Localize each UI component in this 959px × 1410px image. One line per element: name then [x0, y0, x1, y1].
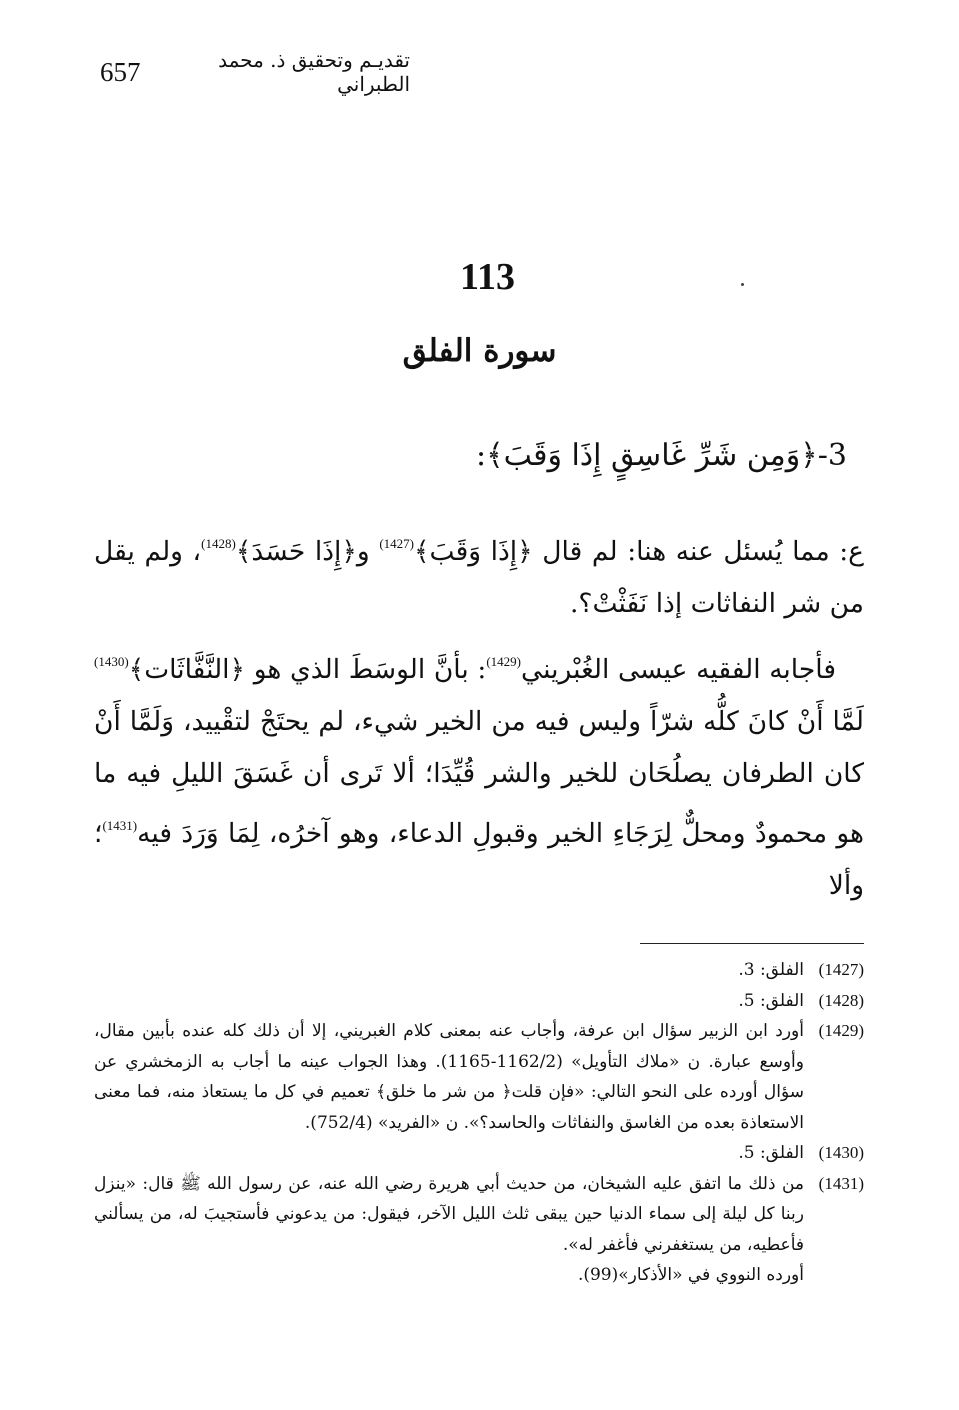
running-header	[100, 48, 410, 96]
footnote-number: (1427)	[818, 960, 864, 979]
footnote-body	[94, 955, 804, 986]
footnote-body	[94, 1138, 804, 1169]
paragraph-text: : بأنَّ الوسَطَ الذي هو ﴿النَّفَّاثَات﴾	[128, 654, 487, 685]
footnote-text: أورده النووي في «الأذكار»(99).	[577, 1265, 804, 1285]
footnote-text: الفلق: 5.	[738, 1143, 804, 1163]
paragraph-text: ع: مما يُسئل عنه هنا: لم قال ﴿إِذَا وَقَبَ﴾	[414, 536, 864, 567]
footnote-ref[interactable]: (1427)	[379, 536, 415, 551]
footnote-body	[94, 986, 804, 1017]
footnote-1428	[94, 986, 864, 1017]
footnote-1429	[94, 1016, 864, 1138]
paragraph-text: ؛ وألا	[94, 818, 864, 901]
footnote-text: الفلق: 5.	[738, 990, 804, 1011]
footnote-number: (1431)	[818, 1173, 864, 1193]
paragraph-text: ، ولم يقل من شر النفاثات إذا نَفَثْتْ؟.	[94, 536, 864, 619]
running-header-title: تقديـم وتحقيق ذ. محمد الطبراني	[218, 48, 410, 96]
page-number: 657	[100, 56, 141, 87]
footnote-number: (1429)	[818, 1021, 864, 1040]
paragraph-1	[94, 518, 864, 630]
footnote-text: من ذلك ما اتفق عليه الشيخان، من حديث أبي هريرة رضي الله عنه، عن رسول الله ﷺ قال: «ينزل ربنا كل ليلة إلى سماء الدنيا حين يبقى ثلث الليل الآخر، فيقول: من يدعوني فأستجيبَ له، من يسألني فأعطيه، من يستغفرني فأغفر له».	[94, 1173, 804, 1255]
surah-title: سورة الفلق	[402, 333, 557, 369]
footnote-ref[interactable]: (1431)	[102, 818, 138, 833]
footnote-1431	[94, 1169, 864, 1291]
footnote-text: الفلق: 3.	[738, 960, 804, 980]
footnote-number: (1428)	[818, 990, 864, 1010]
surah-number: 113	[460, 256, 515, 298]
paragraph-text: فأجابه الفقيه عيسى الغُبْريني	[521, 654, 836, 685]
verse-heading: 3-﴿وَمِن شَرِّ غَاسِقٍ إِذَا وَقَبَ﴾:	[475, 438, 847, 473]
footnote-1430	[94, 1138, 864, 1169]
footnotes	[94, 955, 864, 1291]
footnote-ref[interactable]: (1429)	[486, 654, 522, 669]
footnote-ref[interactable]: (1428)	[201, 536, 236, 551]
footnote-number: (1430)	[818, 1143, 864, 1162]
footnote-body	[94, 1016, 804, 1138]
paragraph-text: لَمَّا أَنْ كانَ كلُّه شرّاً وليس فيه من الخير شيء، لم يحتَجْ لتقْييد، وَلَمَّا أَنْ كان الطرفان يصلُحَان للخير والشر قُيِّدَا؛ ألا تَرى أن غَسَقَ الليلِ فيه ما هو محمودٌ ومحلٌّ لِرَجَاءِ الخير وقبولِ الدعاء، وهو آخرُه، لِمَا وَرَدَ فيه	[94, 706, 864, 849]
footnote-body	[94, 1169, 804, 1291]
footnote-ref[interactable]: (1430)	[94, 654, 129, 669]
footnote-1427	[94, 955, 864, 986]
footnote-text: أورد ابن الزبير سؤال ابن عرفة، وأجاب عنه بمعنى كلام الغبريني، إلا أن ذلك كله عنده بأبين مقال، وأوسع عبارة. ن «ملاك التأويل» (1162/2-1165). وهذا الجواب عينه ما أجاب به الزمخشري عن سؤال أورده على النحو التالي: «فإن قلت﴿ من شر ما خلق﴾ تعميم في كل ما يستعاذ منه، فما معنى الاستعاذة بعده من الغاسق والنفاثات والحاسد؟». ن «الفريد» (752/4).	[94, 1021, 804, 1133]
paragraph-text: و﴿إِذَا حَسَدَ﴾	[235, 536, 380, 567]
footnote-separator	[640, 943, 864, 944]
paragraph-2	[94, 636, 864, 912]
